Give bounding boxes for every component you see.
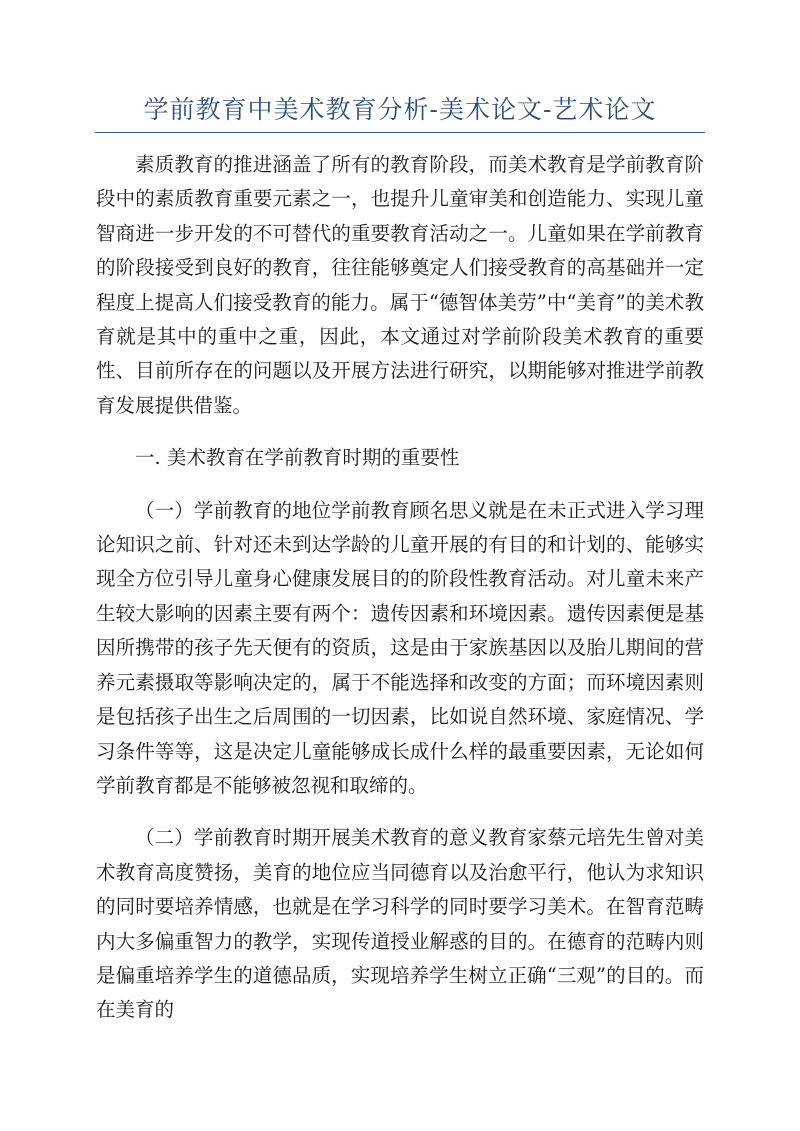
document-title: 学前教育中美术教育分析-美术论文-艺术论文	[143, 95, 657, 124]
body-paragraph: （一）学前教育的地位学前教育顾名思义就是在未正式进入学习理论知识之前、针对还未到达学龄的儿童开展的有目的和计划的、能够实现全方位引导儿童身心健康发展目的的阶段性教育活动。对儿童未来产生较大影响的因素主要有两个：遗传因素和环境因素。遗传因素便是基因所携带的孩子先天便有的资质，这是由于家族基因以及胎儿期间的营养元素摄取等影响决定的，属于不能选择和改变的方面；而环境因素则是包括孩子出生之后周围的一切因素，比如说自然环境、家庭情况、学习条件等等，这是决定儿童能够成长成什么样的最重要因素，无论如何学前教育都是不能够被忽视和取缔的。	[96, 498, 704, 797]
body-paragraph: （二）学前教育时期开展美术教育的意义教育家蔡元培先生曾对美术教育高度赞扬，美育的地位应当同德育以及治愈平行，他认为求知识的同时要培养情感，也就是在学习科学的同时要学习美术。在智育范畴内大多偏重智力的教学，实现传道授业解惑的目的。在德育的范畴内则是偏重培养学生的道德品质，实现培养学生树立正确“三观”的目的。而在美育的	[96, 826, 704, 1022]
intro-paragraph: 素质教育的推进涵盖了所有的教育阶段，而美术教育是学前教育阶段中的素质教育重要元素之一，也提升儿童审美和创造能力、实现儿童智商进一步开发的不可替代的重要教育活动之一。儿童如果在学前教育的阶段接受到良好的教育，往往能够奠定人们接受教育的高基础并一定程度上提高人们接受教育的能力。属于“德智体美劳”中“美育”的美术教育就是其中的重中之重，因此，本文通过对学前阶段美术教育的重要性、目前所存在的问题以及开展方法进行研究，以期能够对推进学前教育发展提供借鉴。	[96, 153, 704, 417]
title-underline	[95, 132, 705, 133]
document-body	[96, 148, 704, 1028]
section-heading: 一. 美术教育在学前教育时期的重要性	[135, 446, 460, 470]
